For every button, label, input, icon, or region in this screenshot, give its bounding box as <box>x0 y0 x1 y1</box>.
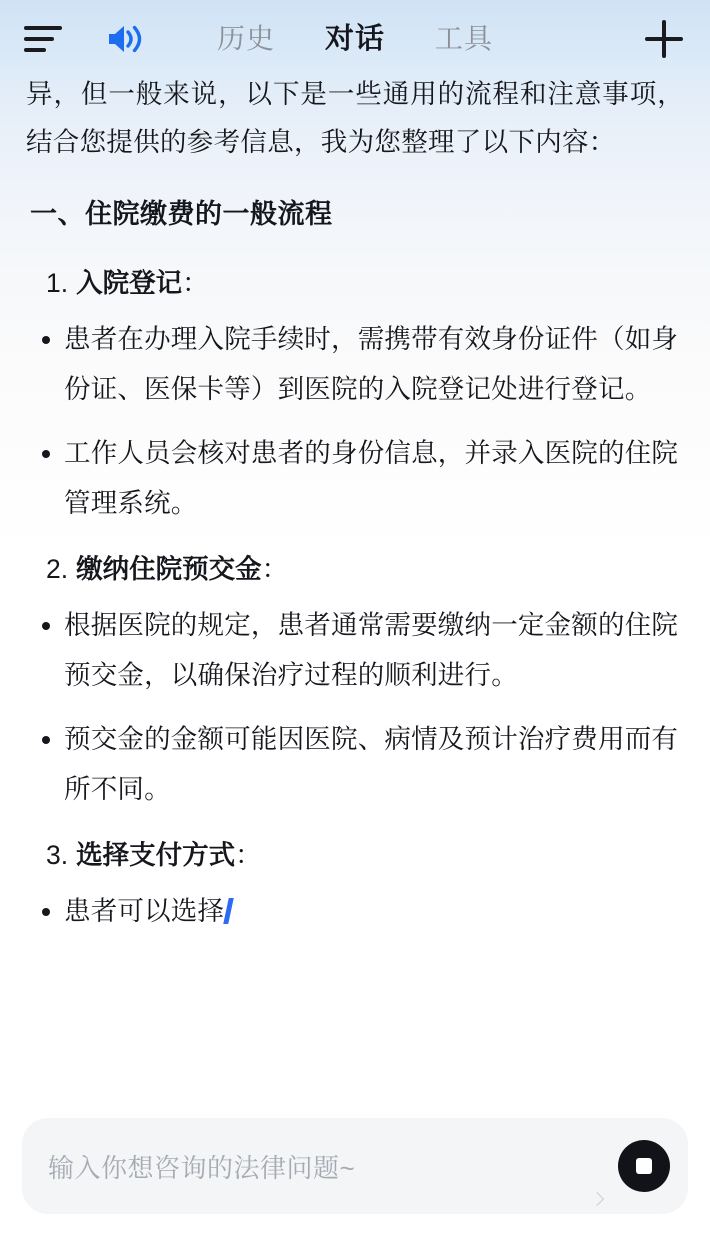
list-item <box>26 544 684 814</box>
list-item: 工作人员会核对患者的身份信息，并录入医院的住院管理系统。 <box>26 428 684 528</box>
step-label: 选择支付方式 <box>76 840 236 870</box>
message-input-placeholder: 输入你想咨询的法律问题~ <box>48 1152 356 1183</box>
hamburger-line <box>24 48 46 52</box>
list-item: 患者在办理入院手续时，需携带有效身份证件（如身份证、医保卡等）到医院的入院登记处进行登记。 <box>26 314 684 414</box>
typing-caret-icon <box>223 898 234 924</box>
list-item <box>26 258 684 528</box>
list-item: 预交金的金额可能因医院、病情及预计治疗费用而有所不同。 <box>26 714 684 814</box>
message-scroll-area[interactable] <box>0 78 710 1100</box>
resize-handle-icon[interactable] <box>590 1192 604 1206</box>
list-item: 根据医院的规定，患者通常需要缴纳一定金额的住院预交金，以确保治疗过程的顺利进行。 <box>26 600 684 700</box>
stop-square-icon[interactable] <box>618 1140 670 1192</box>
bullet-list <box>26 886 684 936</box>
step-colon: ： <box>261 554 289 584</box>
plus-icon[interactable] <box>642 17 686 61</box>
step-list <box>26 258 684 936</box>
step-title <box>46 544 684 594</box>
step-label: 缴纳住院预交金 <box>76 554 262 584</box>
hamburger-line <box>24 37 54 41</box>
step-label: 入院登记 <box>76 268 183 298</box>
composer-area <box>0 1100 710 1240</box>
message-heading: 一、住院缴费的一般流程 <box>30 199 333 229</box>
message-input-container[interactable] <box>22 1118 688 1214</box>
step-title <box>46 830 684 880</box>
hamburger-menu-icon[interactable] <box>24 22 66 56</box>
step-colon: ： <box>235 840 262 870</box>
step-number: 1 . <box>46 258 68 308</box>
step-number: 3 . <box>46 830 68 880</box>
assistant-message <box>26 78 684 936</box>
top-bar <box>0 0 710 78</box>
tab-history[interactable]: 历史 <box>216 23 275 54</box>
bullet-list <box>26 600 684 814</box>
hamburger-line <box>24 26 62 30</box>
speaker-on-icon[interactable] <box>102 19 148 59</box>
message-intro-paragraph: 异，但一般来说，以下是一些通用的流程和注意事项，结合您提供的参考信息，我为您整理了以下内容： <box>26 79 684 157</box>
list-item <box>26 886 684 936</box>
step-number: 2 . <box>46 544 68 594</box>
streaming-text: 患者可以选择 <box>64 896 225 926</box>
list-item <box>26 830 684 936</box>
tab-conversation[interactable]: 对话 <box>324 22 385 55</box>
step-colon: ： <box>182 268 209 298</box>
stop-square-glyph <box>636 1158 652 1174</box>
bullet-list <box>26 314 684 528</box>
step-title <box>46 258 684 308</box>
tab-tools[interactable]: 工具 <box>435 23 494 54</box>
